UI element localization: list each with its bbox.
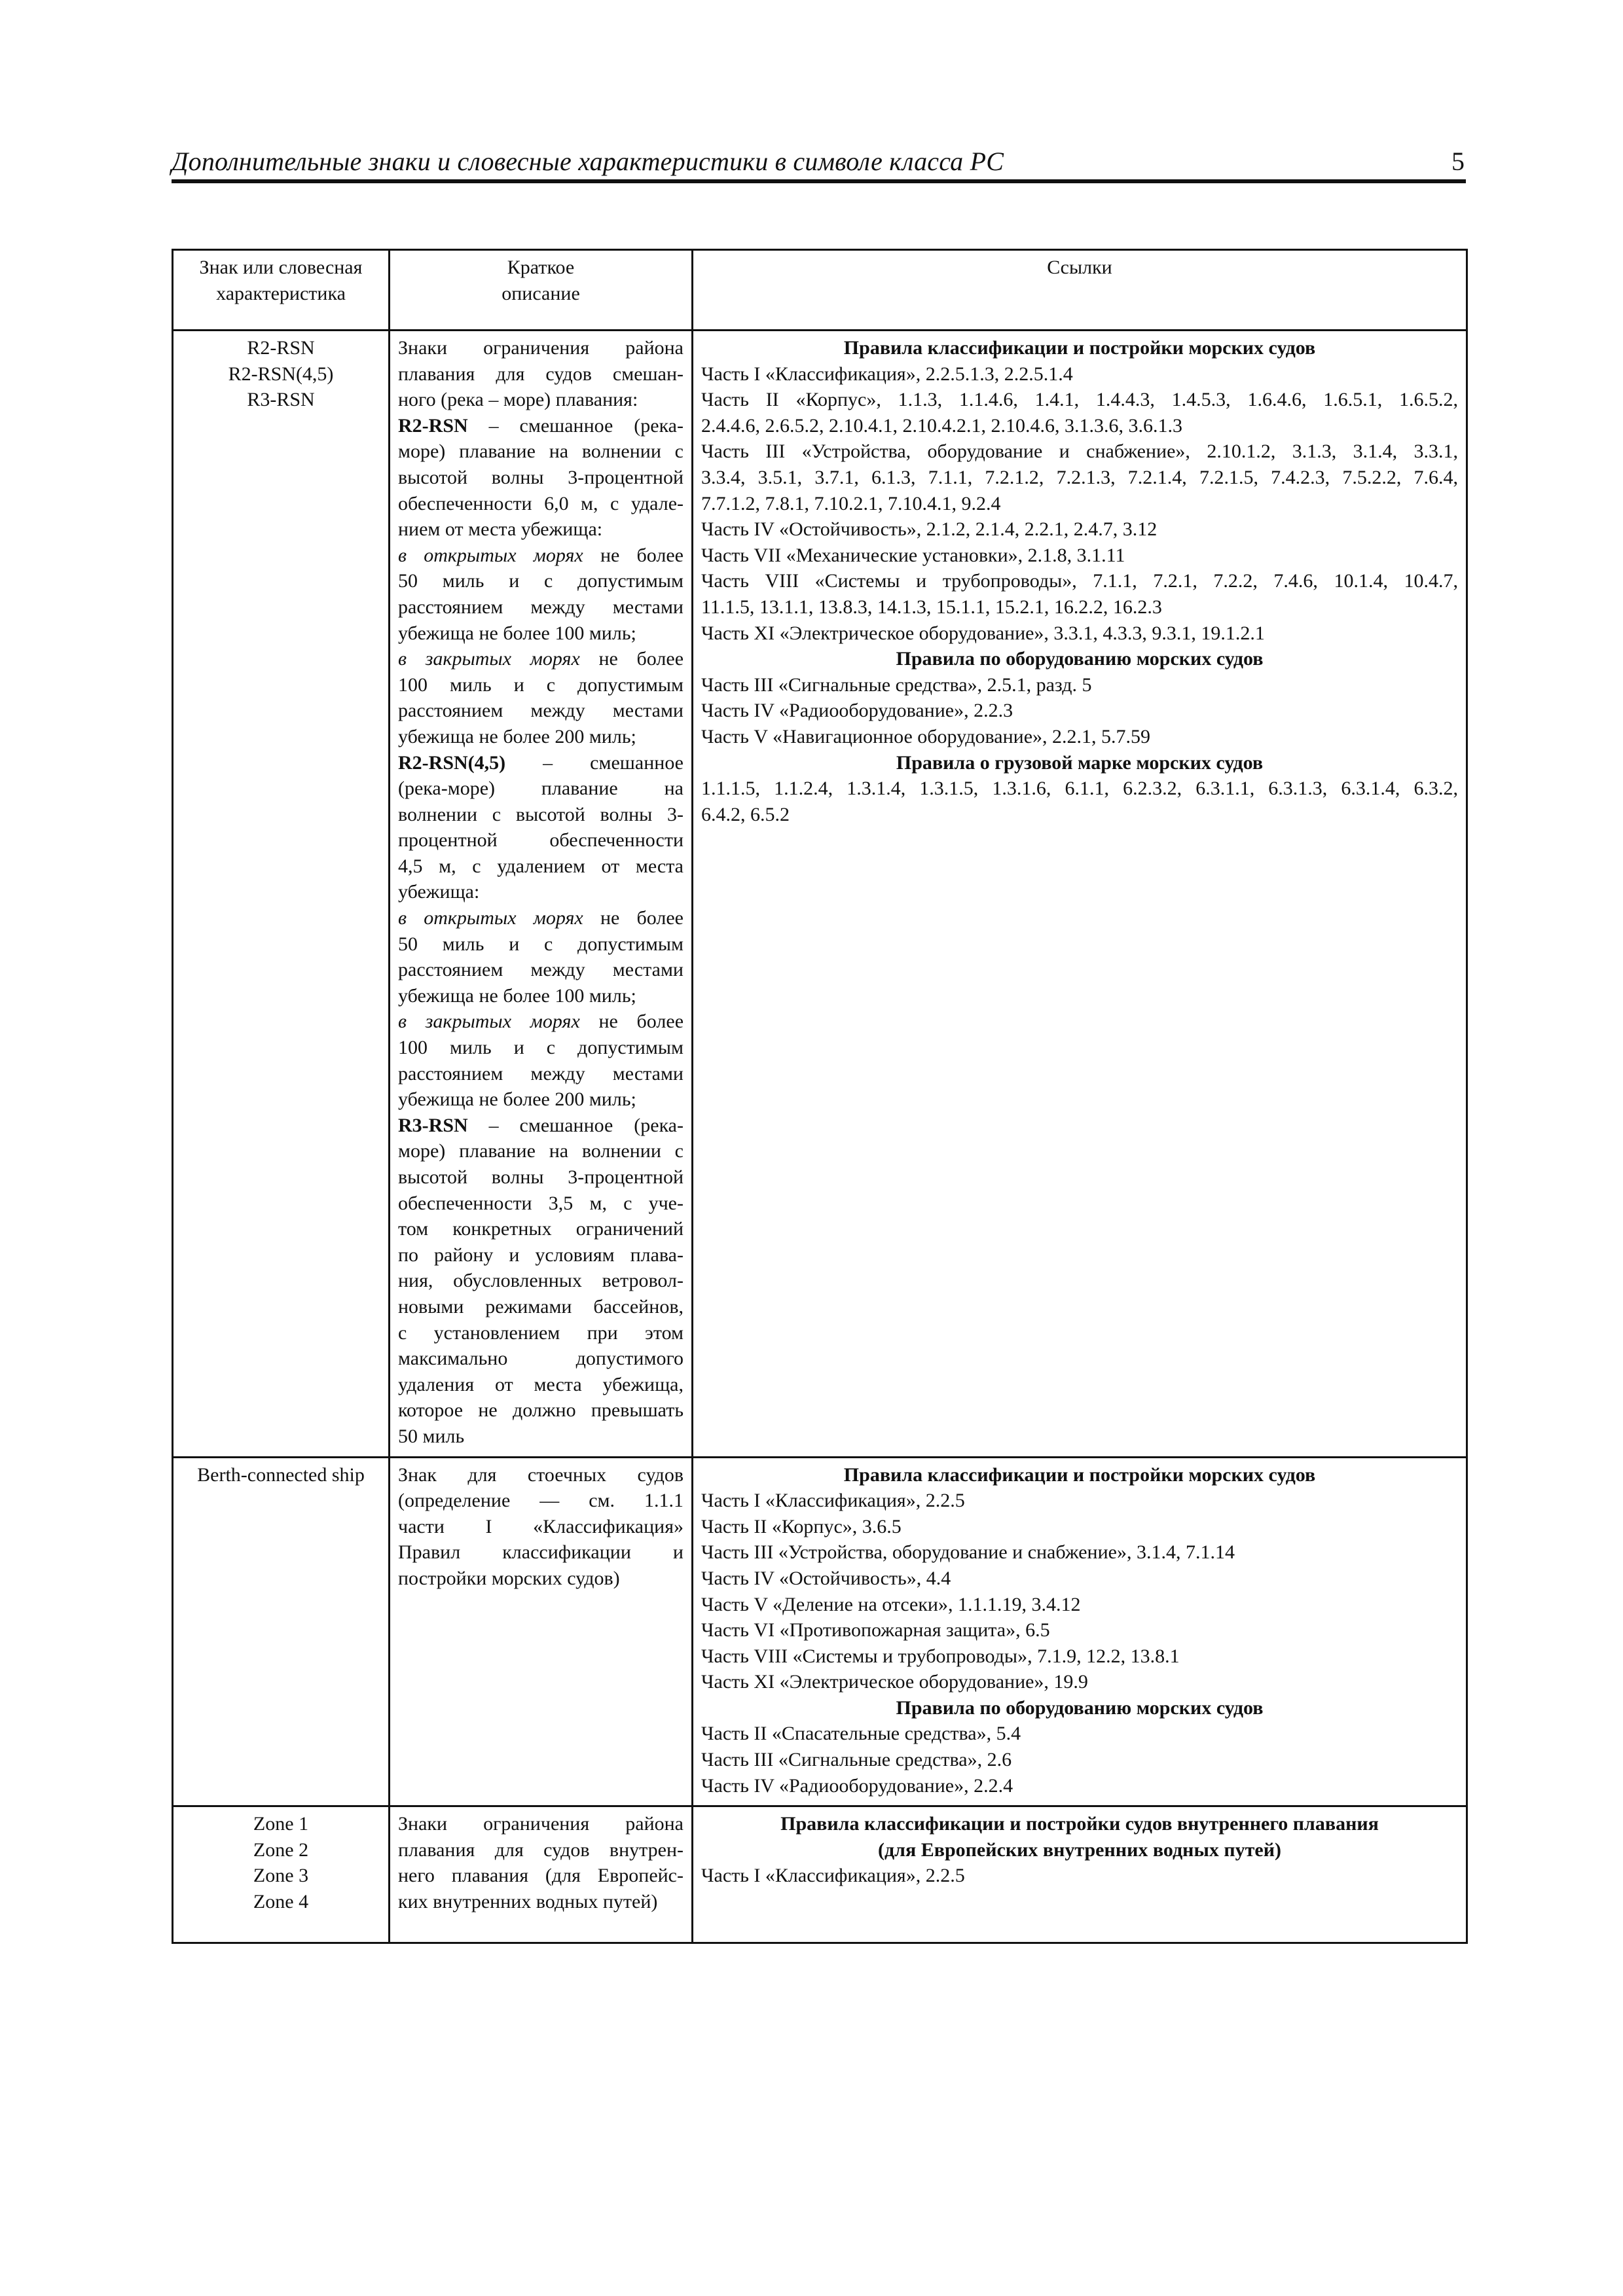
description-line: по району и условиям плава- — [398, 1244, 684, 1266]
description-line: 4,5 м, с удалением от места — [398, 855, 684, 877]
description-line: Знаки ограничения района — [398, 1813, 684, 1835]
rules-heading: Правила классификации и постройки морских судов — [843, 337, 1316, 359]
reference-line: 7.7.1.2, 7.8.1, 7.10.2.1, 7.10.4.1, 9.2.4 — [701, 492, 1001, 514]
table-row — [173, 1806, 1467, 1943]
description-line: расстоянием между местами — [398, 1062, 684, 1085]
description-line: 50 миль — [398, 1425, 465, 1447]
reference-line: 3.3.4, 3.5.1, 3.7.1, 6.1.3, 7.1.1, 7.2.1.2, 7.2.1.3, 7.2.1.4, 7.2.1.5, 7.4.2.3, 7.5.2.2, 7.6.4, — [701, 466, 1458, 488]
mark-cell — [173, 331, 390, 1458]
table-row — [173, 331, 1467, 1458]
description-line: которое не должно превышать — [398, 1399, 684, 1422]
reference-line: Часть I «Классификация», 2.2.5 — [701, 1490, 965, 1512]
page-number: 5 — [1451, 147, 1465, 176]
description-line: расстоянием между местами — [398, 700, 684, 722]
description-line: Знаки ограничения района — [398, 337, 684, 359]
column-header-mark-line: характеристика — [216, 282, 346, 304]
reference-line: Часть II «Корпус», 3.6.5 — [701, 1515, 902, 1537]
column-header-description-line: описание — [501, 282, 580, 304]
description-line: море) плавание на волнении с — [398, 440, 684, 463]
description-cell — [390, 1457, 693, 1806]
description-line: (определение — см. 1.1.1 — [398, 1490, 684, 1512]
references-cell — [693, 331, 1467, 1458]
table-row — [173, 1457, 1467, 1806]
reference-line: Часть XI «Электрическое оборудование», 19.9 — [701, 1671, 1088, 1693]
table-body — [173, 331, 1467, 1943]
description-line: нием от места убежища: — [398, 518, 603, 541]
description-line: R2-RSN(4,5) – смешанное — [398, 751, 684, 774]
description-line: высотой волны 3-процентной — [398, 466, 684, 488]
description-line: волнении с высотой волны 3- — [398, 803, 684, 825]
running-head — [172, 143, 1466, 183]
description-line: него плавания (для Европейс- — [398, 1865, 684, 1887]
description-line: 50 миль и с допустимым — [398, 570, 684, 592]
reference-line: 11.1.5, 13.1.1, 13.8.3, 14.1.3, 15.1.1, 15.2.1, 16.2.2, 16.2.3 — [701, 596, 1162, 618]
reference-line: Часть II «Спасательные средства», 5.4 — [701, 1723, 1021, 1745]
description-line: Знак для стоечных судов — [398, 1463, 684, 1486]
mark-cell — [173, 1806, 390, 1943]
reference-line: Часть III «Устройства, оборудование и снабжение», 2.10.1.2, 3.1.3, 3.1.4, 3.3.1, — [701, 440, 1458, 463]
reference-line: 1.1.1.5, 1.1.2.4, 1.3.1.4, 1.3.1.5, 1.3.1.6, 6.1.1, 6.2.3.2, 6.3.1.1, 6.3.1.3, 6.3.1.4, 6.3.2, — [701, 778, 1458, 800]
mark-text: Zone 2 — [253, 1839, 309, 1861]
rules-heading: Правила о грузовой марке морских судов — [896, 751, 1264, 774]
mark-text: R2-RSN — [247, 337, 315, 359]
mark-text: Zone 4 — [253, 1891, 309, 1913]
mark-text: R2-RSN(4,5) — [228, 363, 334, 385]
description-line: расстоянием между местами — [398, 596, 684, 618]
reference-line: Часть VIII «Системы и трубопроводы», 7.1.1, 7.2.1, 7.2.2, 7.4.6, 10.1.4, 10.4.7, — [701, 570, 1458, 592]
description-line: обеспеченности 3,5 м, с уче- — [398, 1192, 684, 1214]
sea-type: в открытых морях — [398, 907, 583, 929]
description-line: плавания для судов смешан- — [398, 363, 684, 385]
description-line: плавания для судов внутрен- — [398, 1839, 684, 1861]
reference-line: Часть III «Сигнальные средства», 2.6 — [701, 1749, 1012, 1771]
table-header-row — [173, 250, 1467, 331]
column-header-references: Ссылки — [693, 250, 1467, 331]
reference-line: Часть IV «Остойчивость», 4.4 — [701, 1567, 951, 1589]
reference-line: Часть III «Сигнальные средства», 2.5.1, разд. 5 — [701, 673, 1092, 696]
reference-line: Часть I «Классификация», 2.2.5 — [701, 1865, 965, 1887]
description-line: убежища: — [398, 881, 480, 903]
reference-line: Часть VI «Противопожарная защита», 6.5 — [701, 1619, 1050, 1641]
column-header-mark — [173, 250, 390, 331]
mark-text: Zone 1 — [253, 1813, 309, 1835]
description-line: постройки морских судов) — [398, 1567, 620, 1589]
reference-line: Часть IV «Радиооборудование», 2.2.4 — [701, 1774, 1013, 1797]
reference-line: Часть III «Устройства, оборудование и снабжение», 3.1.4, 7.1.14 — [701, 1541, 1235, 1564]
description-line: новыми режимами бассейнов, — [398, 1295, 684, 1318]
description-line: высотой волны 3-процентной — [398, 1166, 684, 1188]
reference-line: Часть V «Деление на отсеки», 1.1.1.19, 3.4.12 — [701, 1593, 1081, 1615]
description-line: убежища не более 200 миль; — [398, 725, 636, 747]
description-line: расстоянием между местами — [398, 959, 684, 981]
sea-type: в закрытых морях — [398, 1011, 580, 1033]
column-header-description — [390, 250, 693, 331]
description-line: в открытых морях не более — [398, 544, 684, 566]
description-line: обеспеченности 6,0 м, с удале- — [398, 492, 684, 514]
rules-heading: Правила классификации и постройки морских судов — [843, 1463, 1316, 1486]
description-line: 100 миль и с допустимым — [398, 673, 684, 696]
description-line: с установлением при этом — [398, 1321, 684, 1344]
reference-line: Часть II «Корпус», 1.1.3, 1.1.4.6, 1.4.1, 1.4.4.3, 1.4.5.3, 1.6.4.6, 1.6.5.1, 1.6.5.2, — [701, 389, 1458, 411]
references-cell — [693, 1806, 1467, 1943]
mark-text: Berth-connected ship — [197, 1463, 365, 1486]
description-line: ния, обусловленных ветровол- — [398, 1270, 684, 1292]
reference-line: 6.4.2, 6.5.2 — [701, 803, 790, 825]
mark-text: R3-RSN — [247, 389, 315, 411]
column-header-description-line: Краткое — [507, 257, 575, 278]
description-line: удаления от места убежища, — [398, 1373, 684, 1395]
description-line: в закрытых морях не более — [398, 1011, 684, 1033]
rules-heading: Правила по оборудованию морских судов — [896, 1696, 1264, 1719]
description-line: убежища не более 100 миль; — [398, 984, 636, 1007]
description-cell — [390, 331, 693, 1458]
description-line: убежища не более 200 миль; — [398, 1088, 636, 1111]
description-line: процентной обеспеченности — [398, 829, 684, 852]
description-line: том конкретных ограничений — [398, 1218, 684, 1240]
reference-line: Часть XI «Электрическое оборудование», 3.3.1, 4.3.3, 9.3.1, 19.1.2.1 — [701, 622, 1265, 644]
description-cell — [390, 1806, 693, 1943]
reference-line: Часть VIII «Системы и трубопроводы», 7.1.9, 12.2, 13.8.1 — [701, 1645, 1180, 1667]
references-cell — [693, 1457, 1467, 1806]
mark-reference: R3-RSN — [398, 1114, 468, 1136]
description-line: R2-RSN – смешанное (река- — [398, 414, 684, 437]
rules-heading: Правила по оборудованию морских судов — [896, 648, 1264, 670]
description-line: (река-море) плавание на — [398, 778, 684, 800]
reference-line: Часть V «Навигационное оборудование», 2.2.1, 5.7.59 — [701, 725, 1151, 747]
reference-line: Часть VII «Механические установки», 2.1.8, 3.1.11 — [701, 544, 1125, 566]
description-line: 100 миль и с допустимым — [398, 1037, 684, 1059]
description-line: ного (река – море) плавания: — [398, 389, 638, 411]
mark-text: Zone 3 — [253, 1865, 309, 1887]
column-header-mark-line: Знак или словесная — [199, 257, 363, 278]
rules-heading: Правила классификации и постройки судов внутреннего плавания — [780, 1813, 1379, 1835]
description-line: 50 миль и с допустимым — [398, 933, 684, 955]
description-line: максимально допустимого — [398, 1348, 684, 1370]
reference-line: Часть IV «Радиооборудование», 2.2.3 — [701, 700, 1013, 722]
description-line: в открытых морях не более — [398, 907, 684, 929]
mark-reference: R2-RSN — [398, 414, 468, 437]
rules-heading: (для Европейских внутренних водных путей) — [878, 1839, 1281, 1861]
reference-line: Часть I «Классификация», 2.2.5.1.3, 2.2.5.1.4 — [701, 363, 1073, 385]
description-line: ких внутренних водных путей) — [398, 1891, 658, 1913]
running-title: Дополнительные знаки и словесные характеристики в символе класса РС — [172, 147, 1004, 176]
description-line: в закрытых морях не более — [398, 648, 684, 670]
sea-type: в открытых морях — [398, 544, 583, 566]
reference-line: 2.4.4.6, 2.6.5.2, 2.10.4.1, 2.10.4.2.1, 2.10.4.6, 3.1.3.6, 3.6.1.3 — [701, 414, 1182, 437]
description-line: части I «Классификация» — [398, 1515, 684, 1537]
sea-type: в закрытых морях — [398, 648, 580, 670]
description-line: море) плавание на волнении с — [398, 1140, 684, 1162]
reference-line: Часть IV «Остойчивость», 2.1.2, 2.1.4, 2.2.1, 2.4.7, 3.12 — [701, 518, 1158, 541]
mark-reference: R2-RSN(4,5) — [398, 751, 506, 774]
description-line: Правил классификации и — [398, 1541, 684, 1564]
description-line: R3-RSN – смешанное (река- — [398, 1114, 684, 1136]
mark-cell — [173, 1457, 390, 1806]
signs-table — [172, 249, 1468, 1944]
description-line: убежища не более 100 миль; — [398, 622, 636, 644]
